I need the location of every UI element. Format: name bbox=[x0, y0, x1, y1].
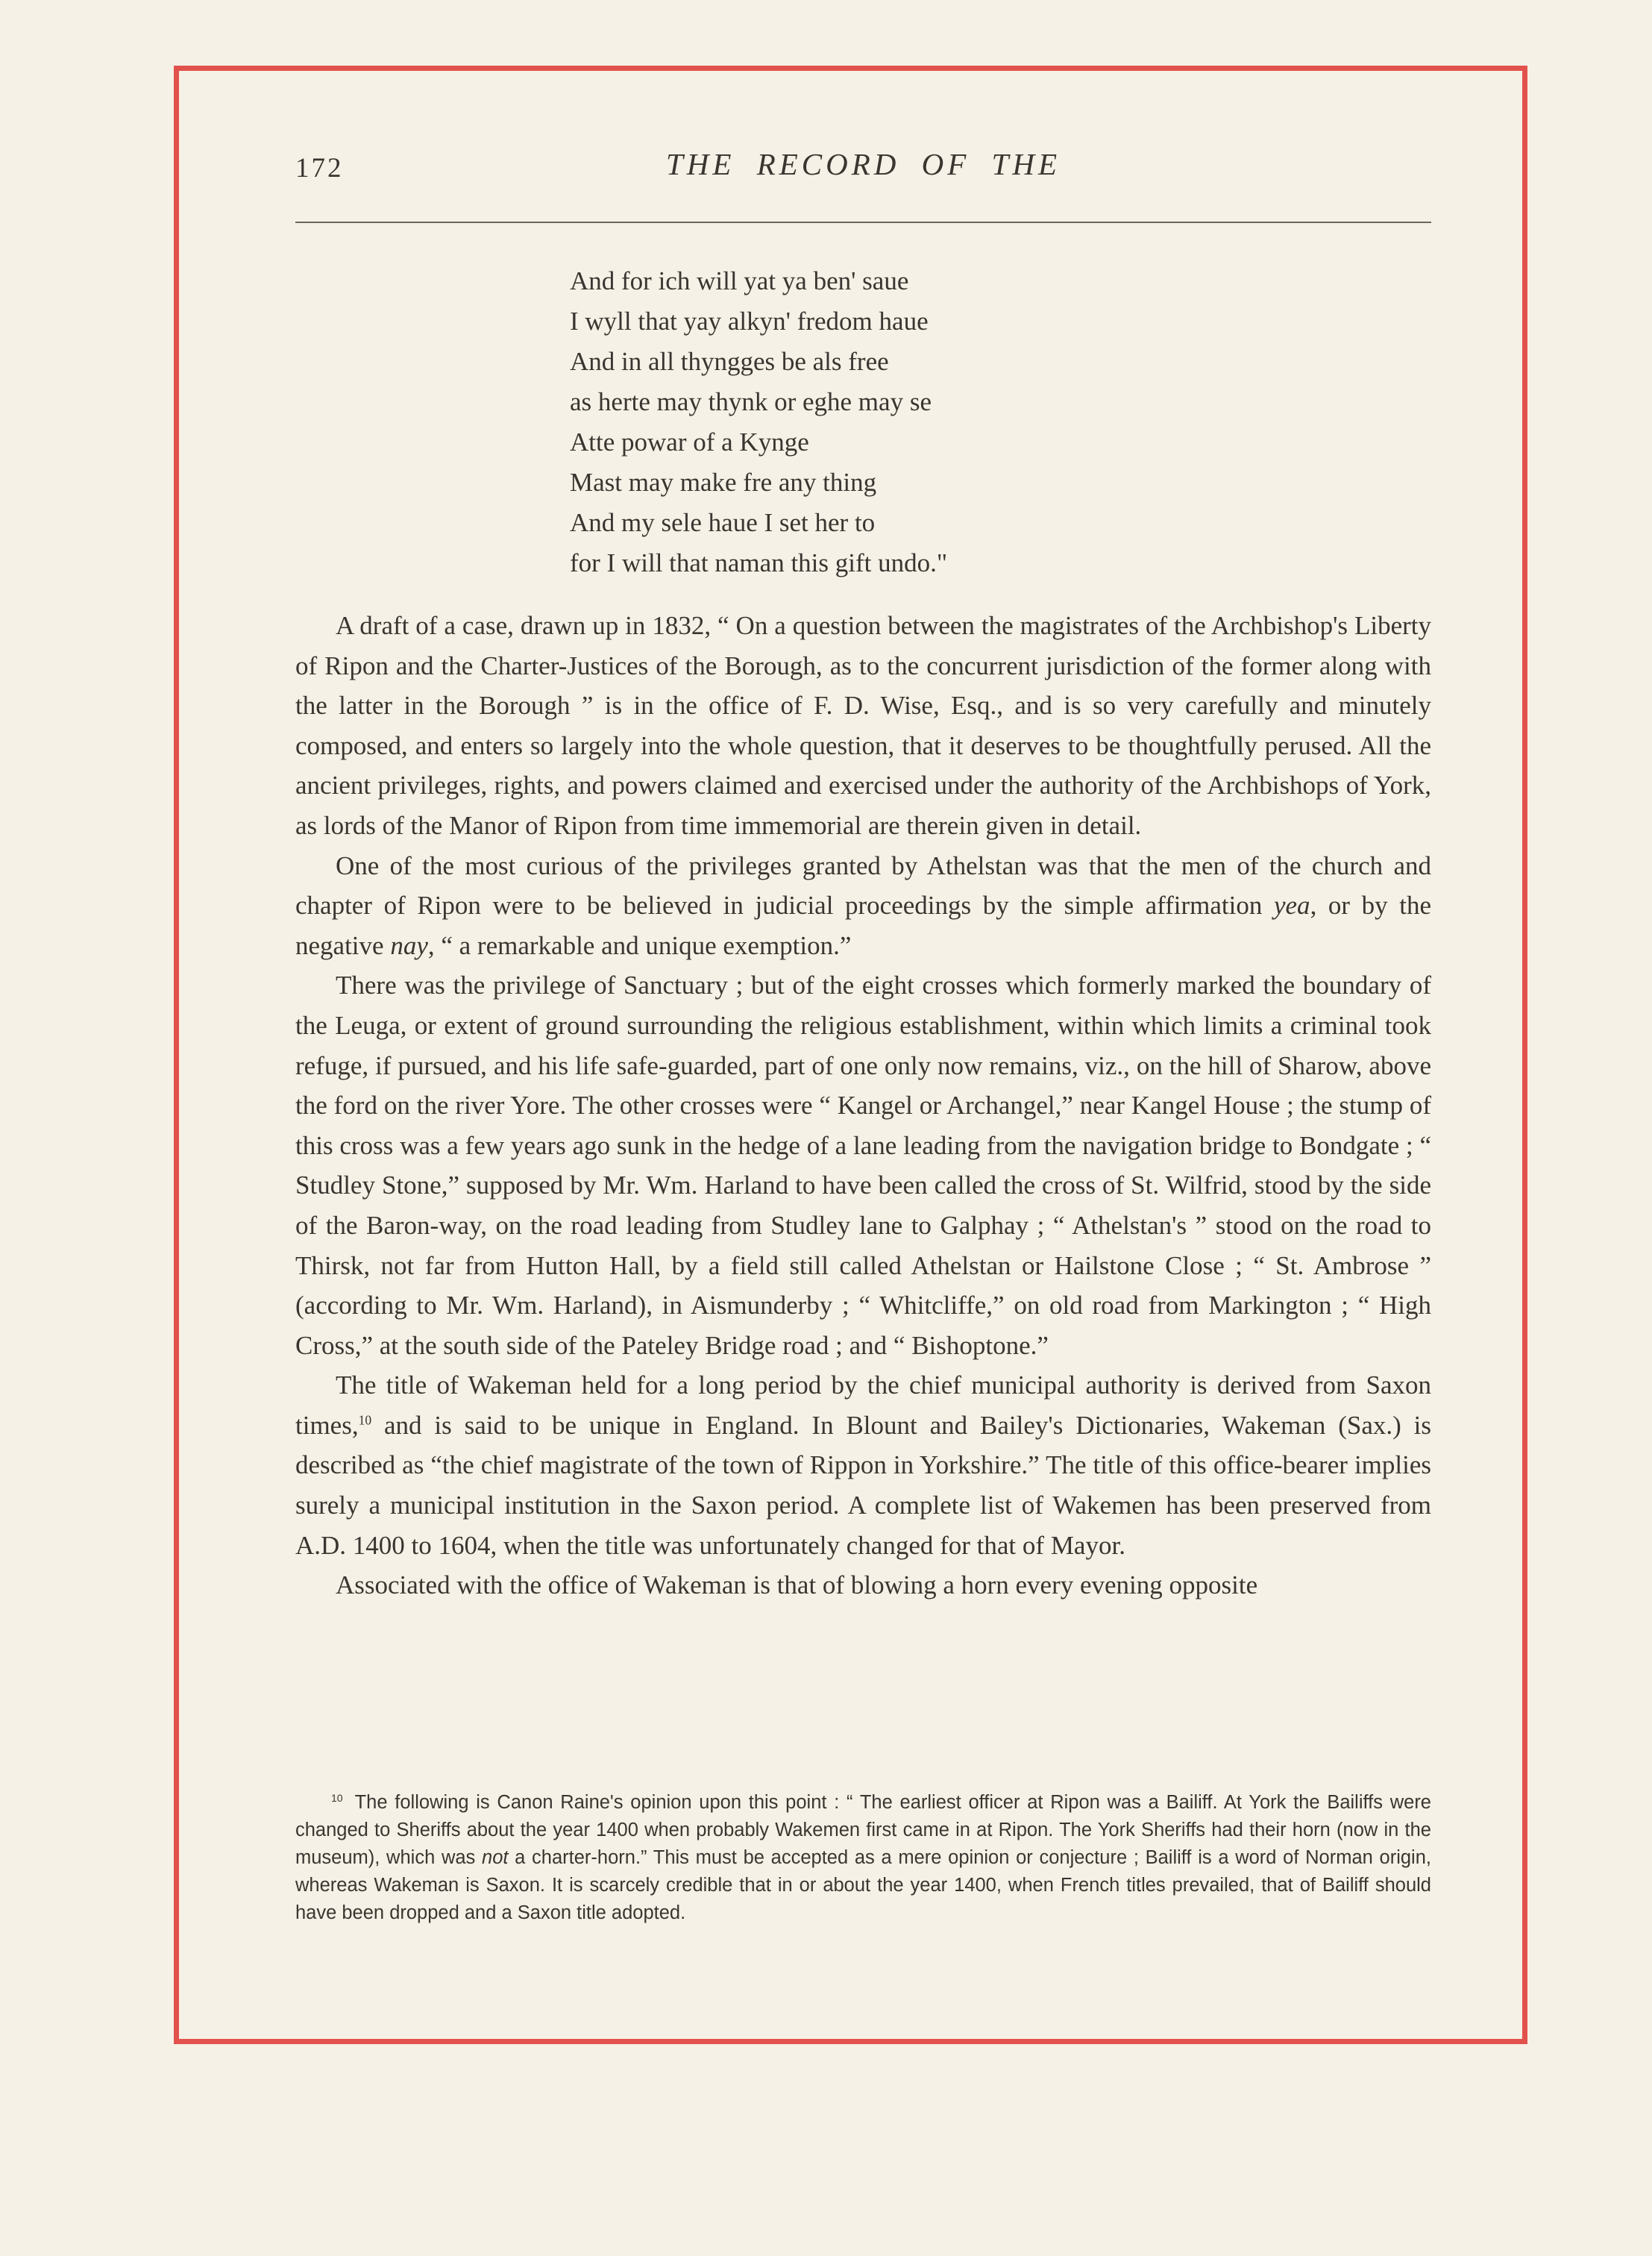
footnote-text: The following is Canon Raine's opinion upon this point : “ The earliest officer at Ripon was a Bailiff. At York the Bailiffs were changed to Sheriffs about the year 1400 when probably Wakemen first came in at Ripon. The York Sheriffs had their horn (now in the museum), which was bbox=[295, 1792, 1431, 1868]
verse-line: And my sele haue I set her to bbox=[570, 508, 876, 537]
paragraph-horn-blowing: Associated with the office of Wakeman is that of blowing a horn every evening opposite bbox=[336, 1570, 1258, 1600]
footnote-reference: 10 bbox=[358, 1412, 372, 1428]
page-header bbox=[295, 146, 1431, 191]
italic-word-nay: nay bbox=[390, 930, 428, 960]
footnote-10 bbox=[295, 1789, 1431, 1927]
verse-block bbox=[570, 261, 1241, 583]
verse-line: And in all thyngges be als free bbox=[570, 347, 889, 376]
paragraph-affirmation-privilege bbox=[295, 846, 1431, 966]
footnote-text: a charter-horn.” This must be accepted as a mere opinion or conjecture ; Bailiff is a word of Norman origin, whereas Wakeman is Saxon. It is scarcely credible that in or about the year 1400, when French titles prevailed, that of Bailiff should have been dropped and a Saxon title adopted. bbox=[295, 1847, 1431, 1923]
verse-line: And for ich will yat ya ben' saue bbox=[570, 266, 909, 295]
paragraph-text: , “ a remarkable and unique exemption.” bbox=[427, 930, 852, 960]
paragraph-text: , or by the negative bbox=[295, 891, 1431, 960]
footnote-marker: 10 bbox=[331, 1791, 343, 1804]
verse-line: Mast may make fre any thing bbox=[570, 468, 877, 497]
verse-line: as herte may thynk or eghe may se bbox=[570, 387, 932, 416]
paragraph-text: One of the most curious of the privileges granted by Athelstan was that the men of the church and chapter of Ripon were to be believed in judicial proceedings by the simple affirmation bbox=[295, 850, 1431, 921]
running-title: THE RECORD OF THE bbox=[665, 147, 1061, 181]
paragraph-text: The title of Wakeman held for a long period by the chief municipal authority is derived from Saxon times, bbox=[295, 1370, 1431, 1440]
header-rule bbox=[295, 222, 1431, 223]
paragraph-wakeman-title bbox=[295, 1365, 1431, 1565]
italic-word-yea: yea bbox=[1273, 891, 1310, 921]
verse-line: Atte powar of a Kynge bbox=[570, 427, 809, 457]
verse-line: for I will that naman this gift undo." bbox=[570, 548, 948, 577]
paragraph-draft-of-case: A draft of a case, drawn up in 1832, “ On a question between the magistrates of the Archbishop's Liberty of Ripon and the Charter-Justices of the Borough, as to the concurrent jurisdiction of the former along with the latter in the Borough ” is in the office of F. D. Wise, Esq., and is so very carefully and minutely composed, and enters so largely into the whole question, that it deserves to be thoughtfully perused. All the ancient privileges, rights, and powers claimed and exercised under the authority of the Archbishops of York, as lords of the Manor of Ripon from time immemorial are therein given in detail. bbox=[295, 611, 1431, 840]
paragraph-sanctuary: There was the privilege of Sanctuary ; but of the eight crosses which formerly marked the boundary of the Leuga, or extent of ground surrounding the religious establishment, within which limits a criminal took refuge, if pursued, and his life safe-guarded, part of one only now remains, viz., on the hill of Sharow, above the ford on the river Yore. The other crosses were “ Kangel or Archangel,” near Kangel House ; the stump of this cross was a few years ago sunk in the hedge of a lane leading from the navigation bridge to Bondgate ; “ Studley Stone,” supposed by Mr. Wm. Harland to have been called the cross of St. Wilfrid, stood by the side of the Baron-way, on the road leading from Studley lane to Galphay ; “ Athelstan's ” stood on the road to Thirsk, not far from Hutton Hall, by a field still called Athelstan or Hailstone Close ; “ St. Ambrose ” (according to Mr. Wm. Harland), in Aismunderby ; “ Whitcliffe,” on old road from Markington ; “ High Cross,” at the south side of the Pateley Bridge road ; and “ Bishoptone.” bbox=[295, 971, 1431, 1360]
italic-word-not: not bbox=[482, 1847, 509, 1868]
paragraph-text: and is said to be unique in England. In Blount and Bailey's Dictionaries, Wakeman (Sax.) is described as “the chief magistrate of the town of Rippon in Yorkshire.” The title of this office-bearer implies surely a municipal institution in the Saxon period. A complete list of Wakemen has been preserved from A.D. 1400 to 1604, when the title was unfortunately changed for that of Mayor. bbox=[295, 1410, 1431, 1560]
verse-line: I wyll that yay alkyn' fredom haue bbox=[570, 307, 929, 336]
body-text bbox=[295, 606, 1431, 1605]
page-number: 172 bbox=[295, 153, 344, 184]
footnotes bbox=[295, 1789, 1431, 1927]
